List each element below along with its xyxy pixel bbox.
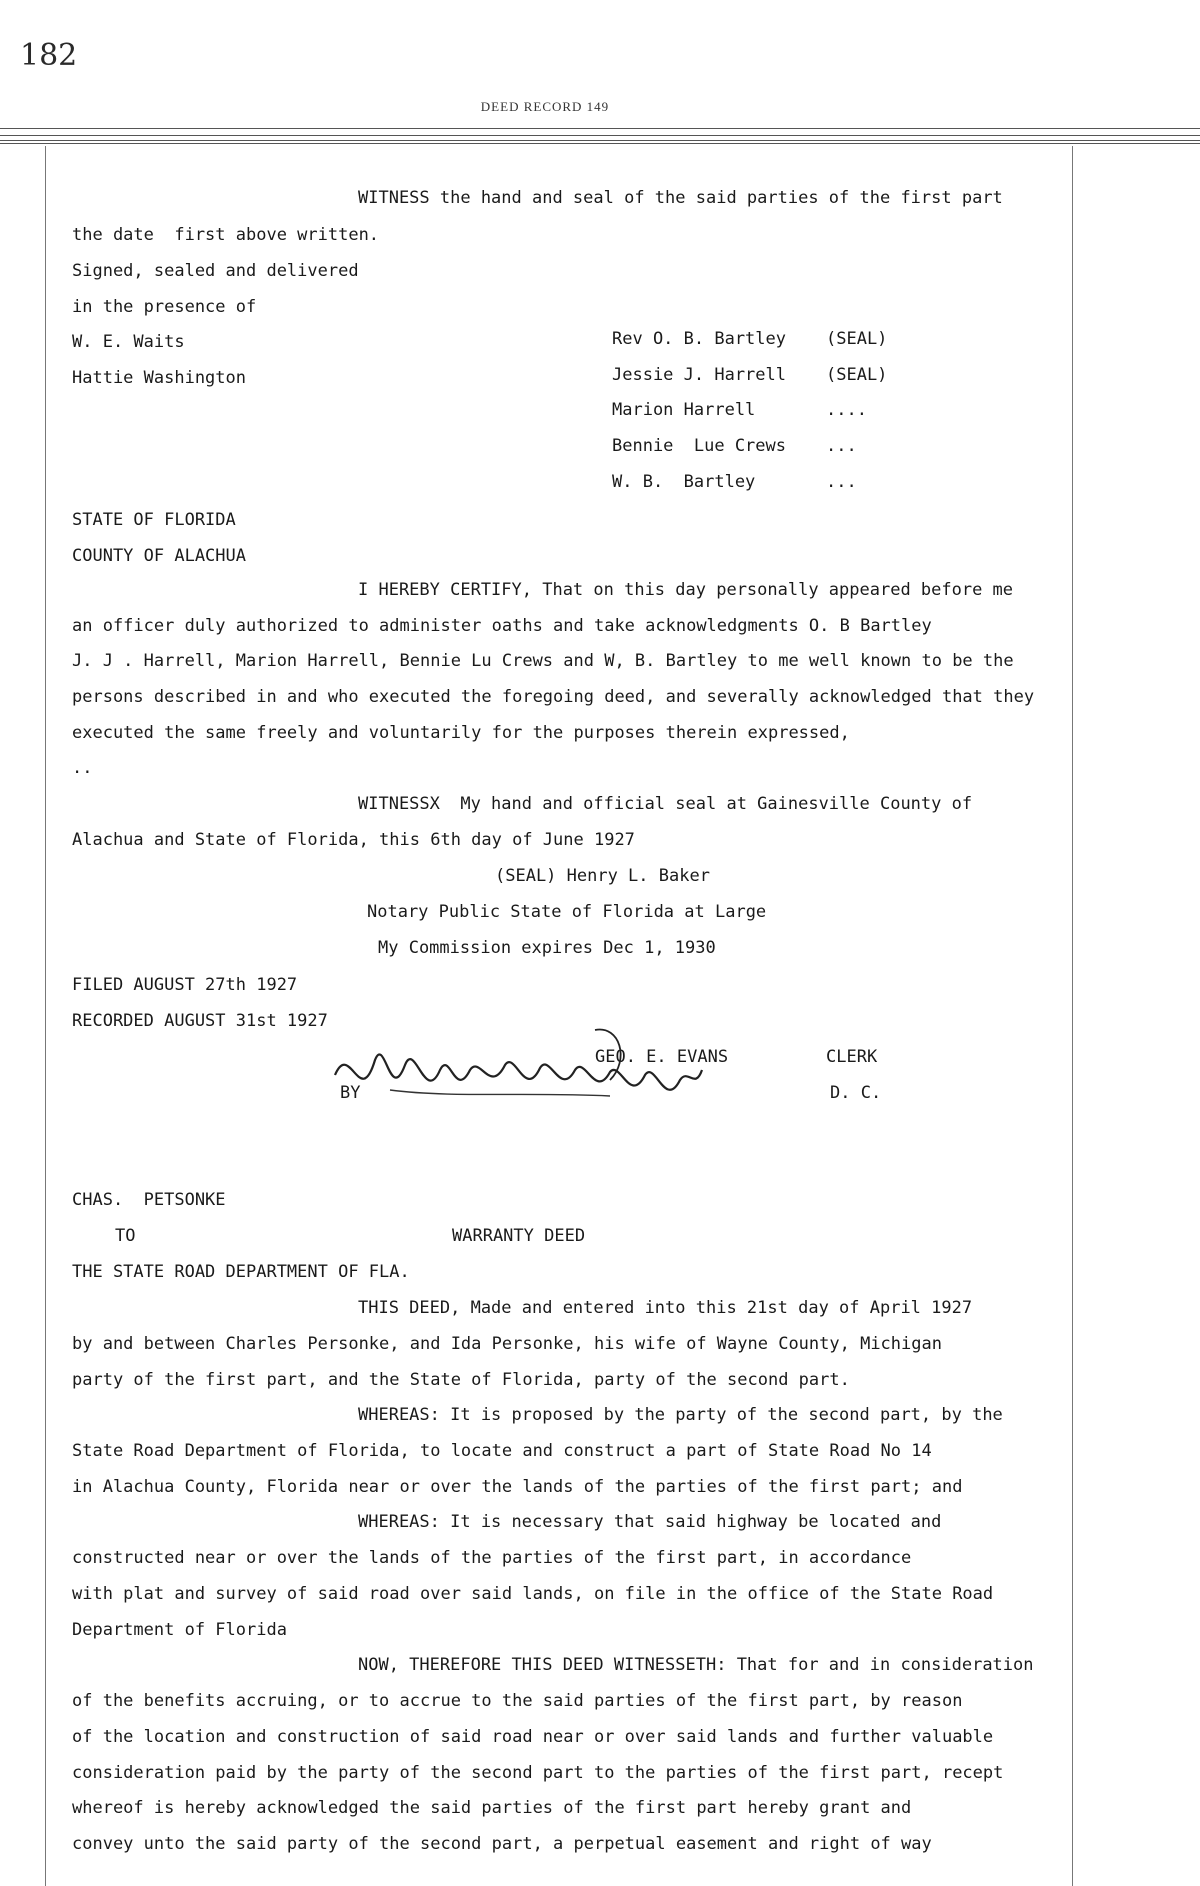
clerk-name: GEO. E. EVANS [595,1047,729,1067]
in-presence: in the presence of [72,297,257,317]
ack-line: J. J . Harrell, Marion Harrell, Bennie Lu Crews and W, B. Bartley to me well known to be the [72,651,1014,671]
ack-line: an officer duly authorized to administer oaths and take acknowledgments O. B Bartley [72,616,932,636]
handwritten-signature [330,1020,710,1130]
filed-date: FILED AUGUST 27th 1927 [72,975,298,995]
deed-line: of the location and construction of said road near or over said lands and further valuable [72,1727,994,1747]
signer-mark: ... [826,436,857,456]
deed-line: convey unto the said party of the second part, a perpetual easement and right of way [72,1834,932,1854]
signer-mark: ... [826,472,857,492]
deed-line: whereof is hereby acknowledged the said parties of the first part hereby grant and [72,1798,912,1818]
ack-line: .. [72,758,93,778]
deed-line: NOW, THEREFORE THIS DEED WITNESSETH: That for and in consideration [358,1655,1034,1675]
signer-mark: (SEAL) [826,329,888,349]
signer-name: Rev O. B. Bartley [612,329,786,349]
witness-name: W. E. Waits [72,332,185,352]
deed-line: consideration paid by the party of the second part to the parties of the first part, recept [72,1763,1004,1783]
notary-commission: My Commission expires Dec 1, 1930 [378,938,716,958]
signer-name: W. B. Bartley [612,472,756,492]
notary-witness: WITNESSX My hand and official seal at Gainesville County of [358,794,973,814]
recorded-date: RECORDED AUGUST 31st 1927 [72,1011,328,1031]
deed-to: TO [115,1226,136,1246]
deputy-clerk-label: D. C. [830,1083,882,1103]
deed-line: constructed near or over the lands of the parties of the first part, in accordance [72,1548,912,1568]
signer-mark: .... [826,400,867,420]
record-title: DEED RECORD 149 [480,99,610,114]
witness-intro: WITNESS the hand and seal of the said parties of the first part [358,188,1003,208]
ack-line: executed the same freely and voluntarily for the purposes therein expressed, [72,723,850,743]
by-label: BY [340,1083,361,1103]
signer-name: Marion Harrell [612,400,756,420]
signed-sealed: Signed, sealed and delivered [72,261,359,281]
grantor: CHAS. PETSONKE [72,1190,226,1210]
notary-title: Notary Public State of Florida at Large [367,902,767,922]
ack-line: I HEREBY CERTIFY, That on this day personally appeared before me [358,580,1014,600]
right-margin-line [1072,146,1073,1886]
header-rule [0,143,1200,144]
witness-name: Hattie Washington [72,368,246,388]
grantee: THE STATE ROAD DEPARTMENT OF FLA. [72,1262,410,1282]
notary-seal: (SEAL) Henry L. Baker [495,866,710,886]
deed-line: of the benefits accruing, or to accrue to the said parties of the first part, by reason [72,1691,963,1711]
header-rule [0,135,1200,136]
deed-line: Department of Florida [72,1620,287,1640]
ack-line: persons described in and who executed the foregoing deed, and severally acknowledged that they [72,687,1035,707]
deed-line: WHEREAS: It is necessary that said highway be located and [358,1512,942,1532]
header-rule [0,140,1200,141]
signer-name: Jessie J. Harrell [612,365,786,385]
deed-line: party of the first part, and the State of Florida, party of the second part. [72,1370,850,1390]
signer-name: Bennie Lue Crews [612,436,786,456]
county-heading: COUNTY OF ALACHUA [72,546,246,566]
page-number: 182 [20,38,78,73]
left-margin-line [45,146,46,1886]
notary-place-date: Alachua and State of Florida, this 6th day of June 1927 [72,830,635,850]
deed-type: WARRANTY DEED [452,1226,586,1246]
deed-line: with plat and survey of said road over said lands, on file in the office of the State Road [72,1584,994,1604]
deed-line: State Road Department of Florida, to locate and construct a part of State Road No 14 [72,1441,932,1461]
deed-line: WHEREAS: It is proposed by the party of the second part, by the [358,1405,1003,1425]
header-rule [0,128,1200,129]
deed-line: by and between Charles Personke, and Ida Personke, his wife of Wayne County, Michigan [72,1334,942,1354]
deed-line: in Alachua County, Florida near or over the lands of the parties of the first part; and [72,1477,963,1497]
state-heading: STATE OF FLORIDA [72,510,236,530]
signer-mark: (SEAL) [826,365,888,385]
deed-line: THIS DEED, Made and entered into this 21st day of April 1927 [358,1298,973,1318]
witness-date: the date first above written. [72,225,380,245]
clerk-label: CLERK [826,1047,878,1067]
